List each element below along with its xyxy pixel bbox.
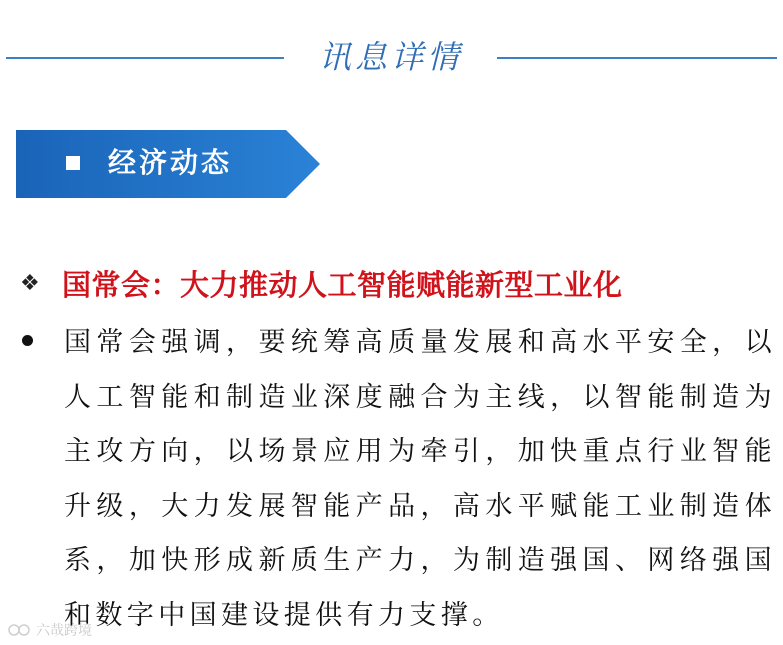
header-divider-left	[6, 57, 284, 59]
section-label: 经济动态	[108, 146, 233, 179]
header-divider-right	[497, 57, 777, 59]
article-body: 国常会强调，要统筹高质量发展和高水平安全，以人工智能和制造业深度融合为主线，以智能制造为主攻方向，以场景应用为牵引，加快重点行业智能升级，大力发展智能产品，高水平赋能工业制造体系，加快形成新质生产力，为制造强国、网络强国和数字中国建设提供有力支撑。	[64, 327, 776, 631]
bullet-dot-icon	[22, 335, 33, 346]
square-bullet-icon	[66, 156, 80, 170]
diamond-bullet-icon: ❖	[20, 270, 40, 296]
watermark	[8, 620, 92, 640]
watermark-text: 六哉跨境	[36, 623, 92, 639]
page-header	[0, 30, 783, 80]
page-title: 讯息详情	[318, 38, 463, 76]
section-banner	[16, 130, 320, 198]
watermark-logo-icon	[8, 623, 32, 637]
headline-text: 国常会：大力推动人工智能赋能新型工业化	[62, 267, 623, 302]
article-headline	[20, 261, 623, 305]
